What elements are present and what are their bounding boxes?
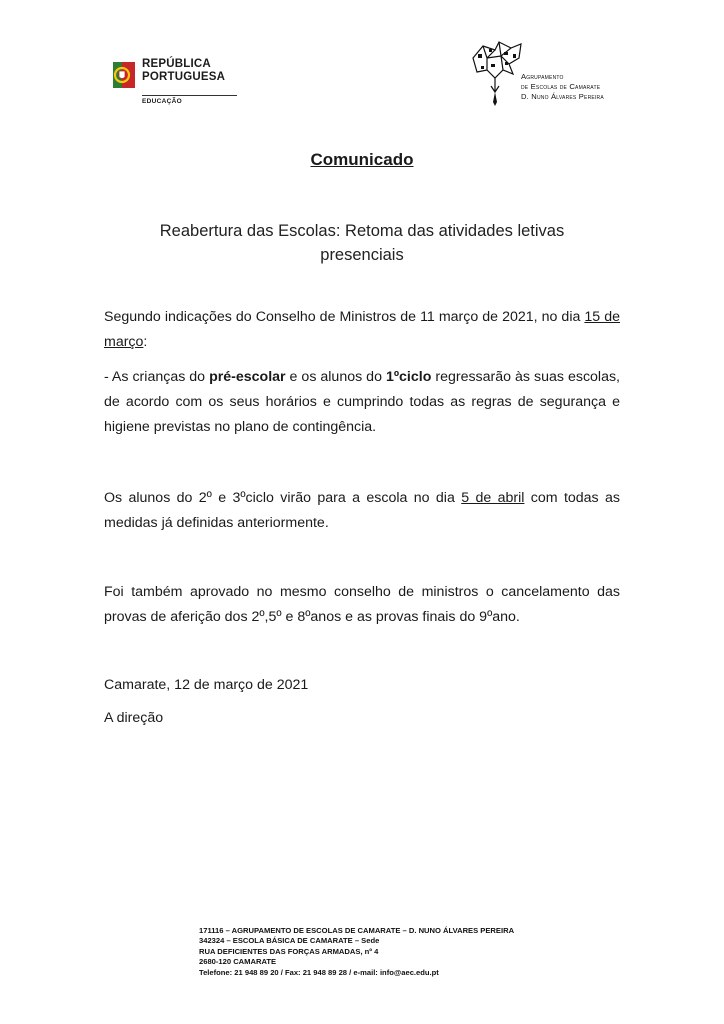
footer-line2: 342324 – ESCOLA BÁSICA DE CAMARATE – Sede — [199, 936, 380, 946]
paragraph-announcement — [104, 305, 620, 355]
paragraph-exams: Foi também aprovado no mesmo conselho de ministros o cancelamento das provas de aferição dos 2º,5º e 8ºanos e as provas finais do 9ºano. — [104, 584, 620, 625]
footer-line3: RUA DEFICIENTES DAS FORÇAS ARMADAS, nº 4 — [199, 946, 379, 956]
school-name-line1: Agrupamento — [521, 72, 564, 81]
school-name — [521, 72, 604, 102]
gov-name-line2: PORTUGUESA — [142, 70, 226, 83]
p2-text-a: - As crianças do — [104, 369, 210, 385]
p2-first-cycle: 1ºciclo — [385, 369, 432, 385]
footer-line5: Telefone: 21 948 89 20 / Fax: 21 948 89 28 / e-mail: info@aec.edu.pt — [199, 967, 439, 977]
place-date: Camarate, 12 de março de 2021 — [104, 677, 309, 693]
p2-preschool: pré-escolar — [209, 369, 286, 385]
school-name-line3: D. Nuno Álvares Pereira — [521, 92, 604, 101]
p3-text-b: com todas as medidas já definidas anteriormente. — [104, 490, 620, 531]
footer — [199, 926, 514, 978]
p1-colon: : — [143, 334, 148, 350]
gov-department: EDUCAÇÃO — [142, 98, 182, 105]
signature: A direção — [104, 710, 164, 726]
paragraph-preschool — [104, 365, 620, 440]
portugal-emblem-icon — [113, 60, 135, 90]
p1-date: 15 de março — [104, 309, 620, 350]
footer-line1: 171116 – AGRUPAMENTO DE ESCOLAS DE CAMARATE – D. NUNO ÁLVARES PEREIRA — [199, 926, 515, 935]
paragraph-second-third-cycle — [104, 486, 620, 536]
gov-name — [142, 58, 225, 83]
document-title: Comunicado — [310, 150, 414, 169]
p2-text-b: e os alunos do — [285, 369, 386, 385]
gov-divider — [142, 95, 237, 96]
p3-date: 5 de abril — [461, 490, 525, 506]
school-name-line2: de Escolas de Camarate — [521, 82, 601, 91]
p1-text: Segundo indicações do Conselho de Ministros de 11 março de 2021, no dia — [104, 309, 585, 325]
p3-text-a: Os alunos do 2º e 3ºciclo virão para a escola no dia — [104, 490, 462, 506]
republica-portuguesa-logo — [113, 58, 238, 114]
school-logo — [469, 40, 629, 110]
p2-text-c: regressarão às suas escolas, de acordo com os seus horários e cumprindo todas as regras de segurança e higiene previstas no plano de contingência. — [104, 369, 621, 435]
document-subtitle: Reabertura das Escolas: Retoma das atividades letivas presenciais — [159, 222, 565, 264]
school-emblem-icon — [469, 40, 525, 106]
footer-line4: 2680-120 CAMARATE — [199, 957, 277, 967]
gov-name-line1: REPÚBLICA — [142, 58, 211, 70]
